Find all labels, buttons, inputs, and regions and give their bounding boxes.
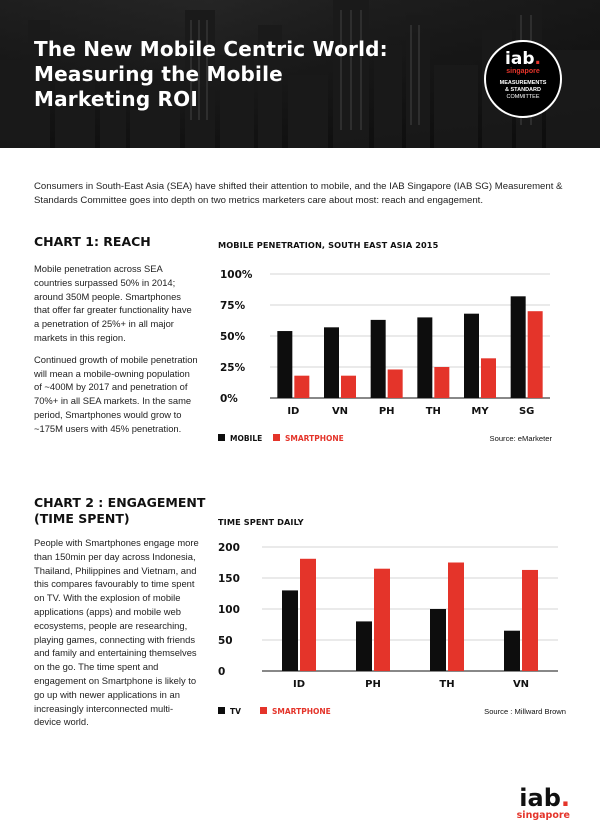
header-banner (0, 0, 600, 148)
section1-body (34, 262, 199, 444)
footer-iab-logo (500, 786, 570, 821)
bar-mobile-vn (324, 327, 339, 398)
bar-tv-vn (504, 631, 520, 671)
chart-source: Source: eMarketer (489, 434, 552, 443)
section1-title: CHART 1: REACH (34, 234, 151, 249)
x-tick-label: TH (439, 679, 455, 690)
bar-tv-id (282, 590, 298, 671)
y-tick-label: 0 (218, 666, 226, 678)
y-tick-label: 200 (218, 542, 240, 554)
bar-mobile-my (464, 314, 479, 398)
x-tick-label: VN (331, 406, 349, 417)
legend-swatch-mobile (218, 434, 225, 441)
title-line-1: The New Mobile Centric World: (34, 37, 388, 61)
bar-smartphone-id (294, 376, 309, 398)
section2-title-line-2: (TIME SPENT) (34, 511, 130, 526)
bar-smartphone-th (434, 367, 449, 398)
x-tick-label: SG (518, 406, 535, 417)
legend-swatch-smartphone (260, 707, 267, 714)
bar-smartphone-id (300, 559, 316, 671)
footer-logo-text: iab (519, 784, 561, 812)
legend-label-smartphone: SMARTPHONE (285, 434, 344, 443)
bar-smartphone-vn (341, 376, 356, 398)
bar-smartphone-my (481, 358, 496, 398)
bar-smartphone-ph (388, 369, 403, 398)
bar-smartphone-vn (522, 570, 538, 671)
y-tick-label: 50 (218, 635, 233, 647)
badge-logo (486, 50, 560, 68)
section2-title (34, 495, 205, 527)
intro-paragraph: Consumers in South-East Asia (SEA) have shifted their attention to mobile, and the IAB Singapore (IAB SG) Measurement & Standards Committee goes into depth on two metrics marketers care about most: reach and engagement. (34, 181, 563, 206)
footer-logo-mark (500, 786, 570, 810)
badge-line-2: & STANDARD (505, 87, 541, 93)
chart-source: Source : Millward Brown (484, 707, 566, 716)
title-line-2: Measuring the Mobile (34, 62, 283, 86)
chart1-title: MOBILE PENETRATION, SOUTH EAST ASIA 2015 (218, 240, 439, 250)
y-tick-label: 25% (220, 362, 246, 374)
badge-line-3: COMMITTEE (506, 94, 540, 100)
footer-logo-dot: . (560, 784, 570, 812)
bar-smartphone-ph (374, 569, 390, 671)
x-tick-label: MY (471, 406, 489, 417)
y-tick-label: 100% (220, 269, 253, 281)
legend-swatch-smartphone (273, 434, 280, 441)
bar-mobile-id (277, 331, 292, 398)
page-title (34, 37, 434, 112)
x-tick-label: PH (365, 679, 381, 690)
legend-label-smartphone: SMARTPHONE (272, 707, 331, 716)
x-tick-label: PH (378, 406, 395, 417)
section2-paragraph: People with Smartphones engage more than 150min per day across Indonesia, Thailand, Philippines and Vietnam, and this compares favourably to time spent on TV. With the explosion of mobile applications (apps) and mobile web ecosystems, people are researching, playing games, connecting with friends and family and entertaining themselves on the go. The time spent and engagement on Smartphone is likely to go up with newer applications in an increasingly interconnected multi-device world. (34, 537, 199, 728)
legend-swatch-tv (218, 707, 225, 714)
legend-label-mobile: MOBILE (230, 434, 263, 443)
y-tick-label: 0% (220, 393, 238, 405)
section1-paragraph-1: Mobile penetration across SEA countries surpassed 50% in 2014; around 350M people. Smartphones that offer far greater functionality have a penetration of 25%+ in all major markets in this region. (34, 263, 192, 343)
section2-body (34, 536, 199, 737)
x-tick-label: VN (512, 679, 530, 690)
section1-paragraph-2: Continued growth of mobile penetration will mean a mobile-owning population of ~400M by 2017 and penetration of 70%+ in all SEA markets. In the same period, Smartphones would grow to ~175M users with 45% penetration. (34, 353, 198, 434)
bar-smartphone-th (448, 563, 464, 672)
chart2-title: TIME SPENT DAILY (218, 517, 304, 527)
x-tick-label: TH (425, 406, 441, 417)
y-tick-label: 150 (218, 573, 240, 585)
x-tick-label: ID (287, 406, 300, 417)
bar-tv-ph (356, 621, 372, 671)
badge-logo-text: iab (505, 49, 535, 69)
y-tick-label: 50% (220, 331, 246, 343)
badge-subtitle: singapore (506, 68, 540, 75)
badge-logo-dot: . (534, 49, 541, 69)
legend-label-tv: TV (230, 707, 241, 716)
bar-tv-th (430, 609, 446, 671)
bar-smartphone-sg (528, 311, 543, 398)
iab-committee-badge (484, 40, 562, 118)
title-line-3: Marketing ROI (34, 87, 198, 111)
bar-mobile-ph (371, 320, 386, 398)
footer-logo-subtitle: singapore (516, 810, 570, 821)
badge-line-1: MEASUREMENTS (499, 80, 547, 86)
x-tick-label: ID (292, 679, 306, 690)
section2-title-line-1: CHART 2 : ENGAGEMENT (34, 495, 206, 510)
bar-mobile-sg (511, 296, 526, 398)
bar-mobile-th (417, 317, 432, 398)
y-tick-label: 75% (220, 300, 246, 312)
chart1-penetration (210, 258, 570, 448)
chart2-time-spent (210, 532, 570, 722)
y-tick-label: 100 (218, 604, 240, 616)
